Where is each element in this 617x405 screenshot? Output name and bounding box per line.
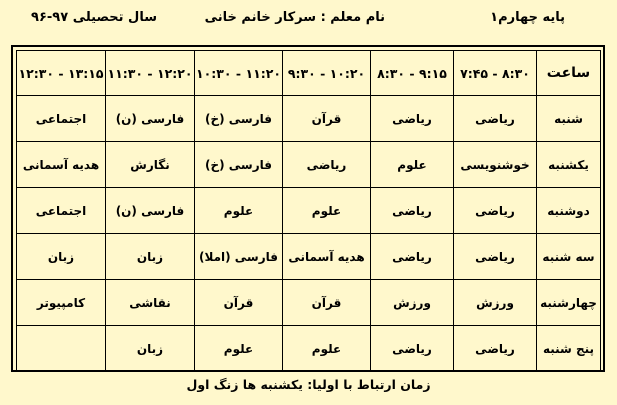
page-header [0,6,617,32]
lesson-cell: علوم [195,188,283,234]
lesson-cell: قرآن [195,280,283,326]
weekly-schedule-table [16,50,601,372]
lesson-cell: اجتماعی [17,188,106,234]
lesson-cell: هدیه آسمانی [17,142,106,188]
lesson-cell: فارسی (ن) [106,188,195,234]
period-time-2: ۹:۱۵ - ۸:۳۰ [371,51,454,96]
lesson-cell: علوم [283,326,371,372]
lesson-cell: خوشنویسی [454,142,537,188]
lesson-cell: علوم [195,326,283,372]
day-label: سه شنبه [537,234,601,280]
lesson-cell: ریاضی [371,234,454,280]
lesson-cell: ریاضی [454,234,537,280]
day-label: پنج شنبه [537,326,601,372]
lesson-cell: زبان [17,234,106,280]
table-row [17,234,601,280]
lesson-cell: فارسی (خ) [195,96,283,142]
school-year-label: سال تحصیلی ۹۷-۹۶ [31,10,157,25]
period-time-5: ۱۲:۲۰ - ۱۱:۳۰ [106,51,195,96]
lesson-cell: نقاشی [106,280,195,326]
lesson-cell: ریاضی [371,96,454,142]
teacher-label: نام معلم : سرکار خانم خانی [204,10,385,25]
table-header-row [17,51,601,96]
lesson-cell: نگارش [106,142,195,188]
lesson-cell: ریاضی [283,142,371,188]
lesson-cell: قرآن [283,280,371,326]
lesson-cell: اجتماعی [17,96,106,142]
lesson-cell: زبان [106,234,195,280]
day-label: چهارشنبه [537,280,601,326]
lesson-cell [17,326,106,372]
period-time-3: ۱۰:۲۰ - ۹:۳۰ [283,51,371,96]
lesson-cell: قرآن [283,96,371,142]
lesson-cell: ریاضی [371,188,454,234]
lesson-cell: ریاضی [454,326,537,372]
period-time-6: ۱۳:۱۵ - ۱۲:۳۰ [17,51,106,96]
parent-meeting-note: زمان ارتباط با اولیا: یکشنبه ها زنگ اول [186,377,431,392]
day-label: شنبه [537,96,601,142]
lesson-cell: ورزش [371,280,454,326]
period-time-1: ۸:۳۰ - ۷:۴۵ [454,51,537,96]
table-row [17,280,601,326]
lesson-cell: ریاضی [454,96,537,142]
lesson-cell: علوم [283,188,371,234]
lesson-cell: هدیه آسمانی [283,234,371,280]
lesson-cell: فارسی (ن) [106,96,195,142]
lesson-cell: ریاضی [454,188,537,234]
table-row [17,326,601,372]
period-time-4: ۱۱:۲۰ - ۱۰:۳۰ [195,51,283,96]
lesson-cell: علوم [371,142,454,188]
table-row [17,188,601,234]
day-label: دوشنبه [537,188,601,234]
lesson-cell: زبان [106,326,195,372]
table-row [17,142,601,188]
grade-label: پایه چهارم۱ [490,10,565,25]
table-row [17,96,601,142]
lesson-cell: فارسی (املا) [195,234,283,280]
lesson-cell: ریاضی [371,326,454,372]
time-header: ساعت [537,51,601,96]
lesson-cell: فارسی (خ) [195,142,283,188]
day-label: یکشنبه [537,142,601,188]
lesson-cell: ورزش [454,280,537,326]
lesson-cell: کامپیوتر [17,280,106,326]
